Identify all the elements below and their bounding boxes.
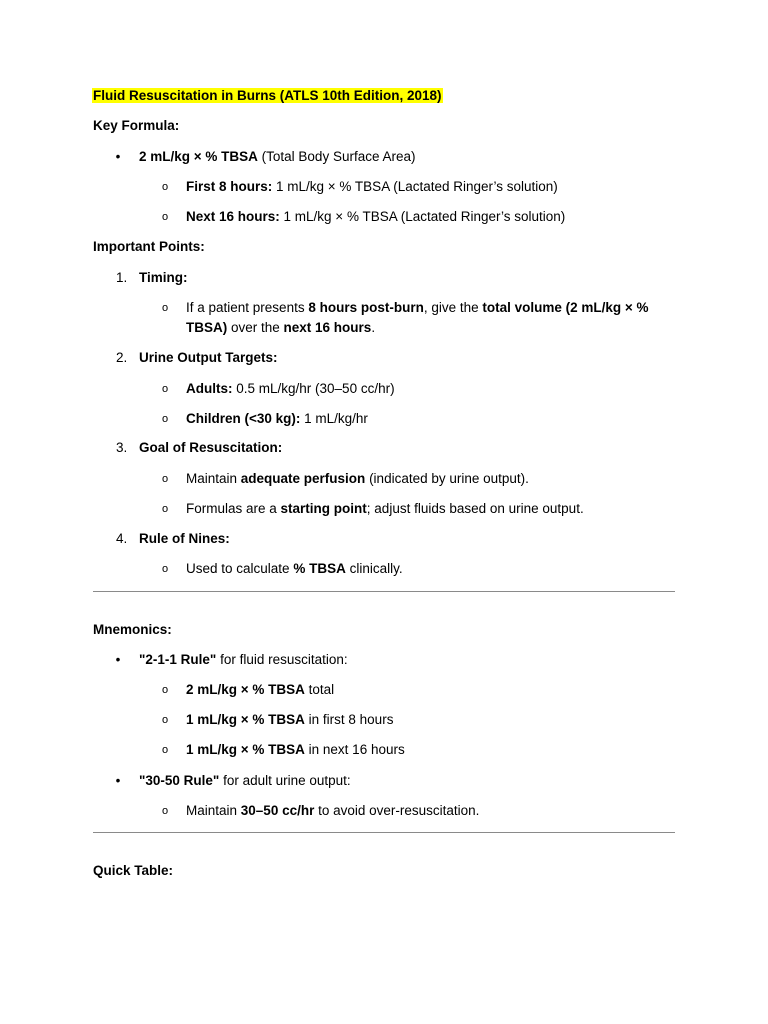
horizontal-divider (93, 591, 675, 592)
urine-children (186, 410, 368, 428)
rule-of-nines-label: Rule of Nines: (139, 531, 230, 546)
bold-span: adequate perfusion (240, 471, 366, 486)
mnemonic-2-1-1 (139, 651, 348, 669)
bold-span: Children (<30 kg): (186, 411, 301, 426)
bold-span: TBSA) (186, 320, 228, 335)
bold-span: starting point (280, 501, 367, 516)
goal-starting-point (186, 500, 584, 518)
bold-span: next 16 hours (283, 320, 372, 335)
goal-label: Goal of Resuscitation: (139, 440, 283, 455)
rule-of-nines-text (186, 560, 403, 578)
key-formula-main (139, 148, 415, 166)
bold-span: "30-50 Rule" (139, 773, 220, 788)
formula-text: (Total Body Surface Area) (257, 149, 416, 164)
urine-adults (186, 380, 395, 398)
key-formula-heading: Key Formula: (93, 118, 180, 133)
mnemonic-30-50 (139, 772, 351, 790)
horizontal-divider (93, 832, 675, 833)
list-number: 3. (116, 440, 128, 455)
bold-span: total volume (2 mL/kg × % (482, 300, 649, 315)
bullet-icon: • (115, 149, 121, 164)
quick-table-heading: Quick Table: (93, 863, 174, 878)
list-number: 1. (116, 270, 128, 285)
text-span: total (304, 682, 335, 697)
text-span: Maintain (186, 803, 241, 818)
urine-output-label: Urine Output Targets: (139, 350, 278, 365)
bullet-icon: • (115, 773, 121, 788)
text-span: ; adjust fluids based on urine output. (366, 501, 584, 516)
circle-bullet-icon: o (162, 181, 169, 193)
bold-span: % TBSA (293, 561, 346, 576)
text-span: clinically. (345, 561, 403, 576)
formula-bold: 2 mL/kg × % TBSA (139, 149, 258, 164)
mnemonics-heading: Mnemonics: (93, 622, 172, 637)
circle-bullet-icon: o (162, 684, 169, 696)
text-span: in first 8 hours (304, 712, 394, 727)
text-span: 0.5 mL/kg/hr (30–50 cc/hr) (232, 381, 395, 396)
text-span: , give the (423, 300, 483, 315)
important-points-heading: Important Points: (93, 239, 205, 254)
text-span: in next 16 hours (304, 742, 405, 757)
title-highlight: Fluid Resuscitation in Burns (ATLS 10th Edition, 2018) (93, 88, 442, 103)
text-span: to avoid over-resuscitation. (314, 803, 480, 818)
list-number: 4. (116, 531, 128, 546)
mnemonic-30-50-sub-1 (186, 802, 479, 820)
timing-line-2 (186, 319, 375, 337)
bold-span: Adults: (186, 381, 233, 396)
text-span: over the (227, 320, 284, 335)
sub-bold: First 8 hours: (186, 179, 273, 194)
circle-bullet-icon: o (162, 302, 169, 314)
text-span: 1 mL/kg/hr (300, 411, 368, 426)
circle-bullet-icon: o (162, 211, 169, 223)
document-title (92, 87, 443, 105)
text-span: for adult urine output: (219, 773, 351, 788)
circle-bullet-icon: o (162, 383, 169, 395)
timing-label: Timing: (139, 270, 188, 285)
key-formula-sub-2 (186, 208, 565, 226)
mnemonic-2-1-1-sub-1 (186, 681, 334, 699)
circle-bullet-icon: o (162, 714, 169, 726)
mnemonic-2-1-1-sub-2 (186, 711, 393, 729)
mnemonic-2-1-1-sub-3 (186, 741, 405, 759)
bold-span: 1 mL/kg × % TBSA (186, 742, 305, 757)
bold-span: 8 hours post-burn (308, 300, 424, 315)
sub-bold: Next 16 hours: (186, 209, 280, 224)
goal-perfusion (186, 470, 529, 488)
bold-span: 2 mL/kg × % TBSA (186, 682, 305, 697)
text-span: Used to calculate (186, 561, 294, 576)
circle-bullet-icon: o (162, 744, 169, 756)
key-formula-sub-1 (186, 178, 558, 196)
text-span: (indicated by urine output). (365, 471, 529, 486)
bullet-icon: • (115, 652, 121, 667)
circle-bullet-icon: o (162, 563, 169, 575)
bold-span: "2-1-1 Rule" (139, 652, 217, 667)
sub-text: 1 mL/kg × % TBSA (Lactated Ringer’s solution) (279, 209, 566, 224)
text-span: If a patient presents (186, 300, 309, 315)
bold-span: 1 mL/kg × % TBSA (186, 712, 305, 727)
circle-bullet-icon: o (162, 503, 169, 515)
sub-text: 1 mL/kg × % TBSA (Lactated Ringer’s solution) (272, 179, 558, 194)
text-span: Formulas are a (186, 501, 281, 516)
circle-bullet-icon: o (162, 413, 169, 425)
bold-span: 30–50 cc/hr (240, 803, 315, 818)
list-number: 2. (116, 350, 128, 365)
circle-bullet-icon: o (162, 805, 169, 817)
text-span: for fluid resuscitation: (216, 652, 348, 667)
circle-bullet-icon: o (162, 473, 169, 485)
text-span: Maintain (186, 471, 241, 486)
timing-line-1 (186, 299, 649, 317)
text-span: . (371, 320, 376, 335)
